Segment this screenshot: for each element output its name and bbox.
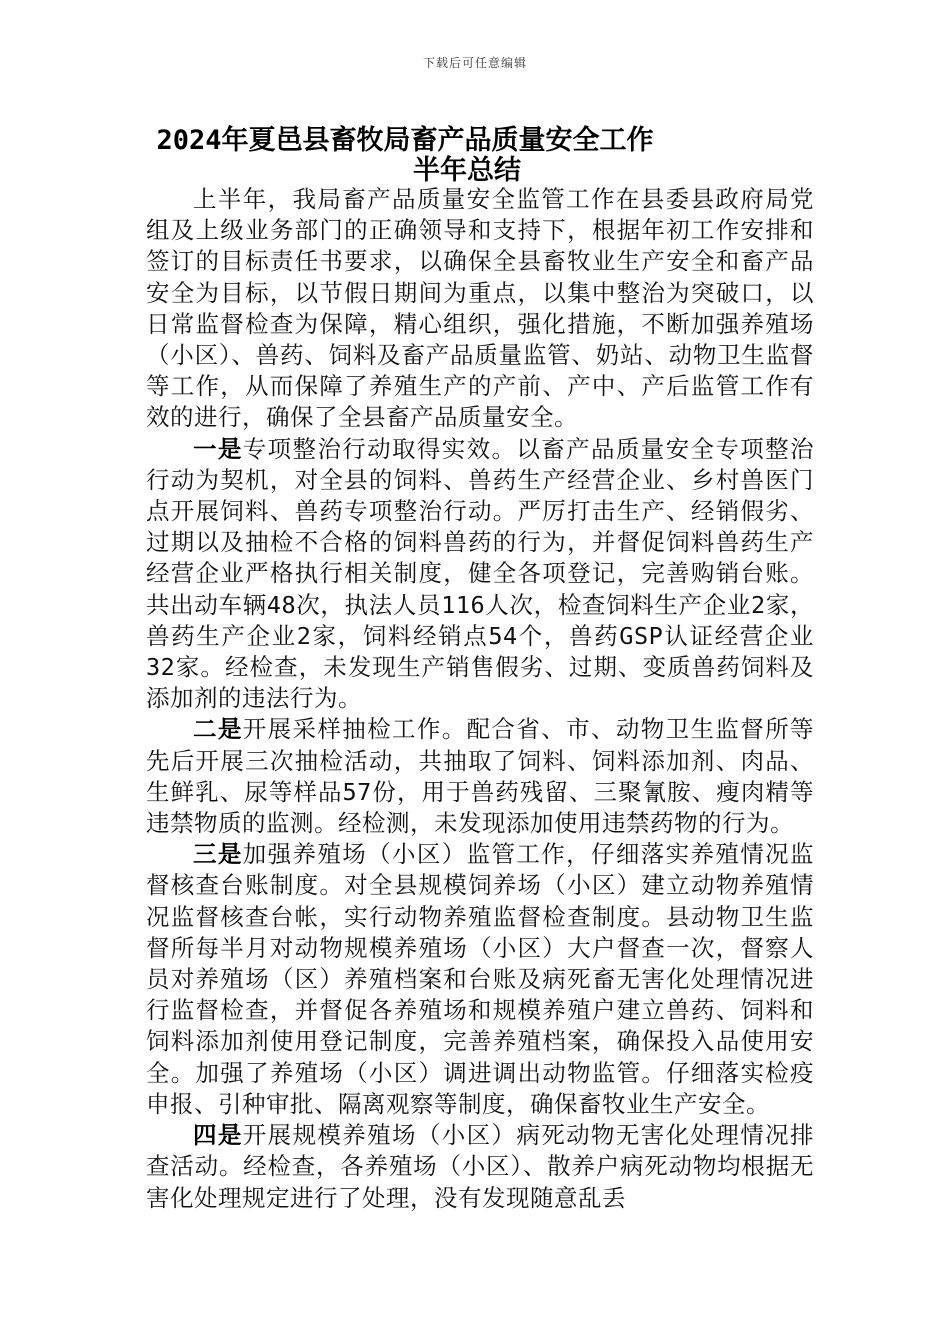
- paragraph-text: 开展规模养殖场（小区）病死动物无害化处理情况排查活动。经检查，各养殖场（小区）、散养户病死动物均根据无害化处理规定进行了处理，没有发现随意乱丢: [146, 1121, 814, 1212]
- paragraph-item-4: [146, 1120, 814, 1214]
- document-title-line-2: 半年总结: [413, 155, 521, 186]
- paragraph-item-3: [146, 839, 814, 1120]
- paragraph-text: 上半年，我局畜产品质量安全监管工作在县委县政府局党组及上级业务部门的正确领导和支持下，根据年初工作安排和签订的目标责任书要求，以确保全县畜牧业生产安全和畜产品安全为目标，以节假日期间为重点，以集中整治为突破口，以日常监督检查为保障，精心组织，强化措施，不断加强养殖场（小区）、兽药、饲料及畜产品质量监管、奶站、动物卫生监督等工作，从而保障了养殖生产的产前、产中、产后监管工作有效的进行，确保了全县畜产品质量安全。: [146, 185, 814, 432]
- paragraph-text: 开展采样抽检工作。配合省、市、动物卫生监督所等先后开展三次抽检活动，共抽取了饲料、饲料添加剂、肉品、生鲜乳、尿等样品57份，用于兽药残留、三聚氰胺、瘦肉精等违禁物质的监测。经检测，未发现添加使用违禁药物的行为。: [146, 715, 814, 838]
- paragraph-text: 加强养殖场（小区）监管工作，仔细落实养殖情况监督核查台账制度。对全县规模饲养场（小区）建立动物养殖情况监督核查台帐，实行动物养殖监督检查制度。县动物卫生监督所每半月对动物规模养殖场（小区）大户督查一次，督察人员对养殖场（区）养殖档案和台账及病死畜无害化处理情况进行监督检查，并督促各养殖场和规模养殖户建立兽药、饲料和饲料添加剂使用登记制度，完善养殖档案，确保投入品使用安全。加强了养殖场（小区）调进调出动物监管。仔细落实检疫申报、引种审批、隔离观察等制度，确保畜牧业生产安全。: [146, 840, 814, 1118]
- paragraph-lead: 二是: [193, 715, 243, 744]
- paragraph-item-1: [146, 434, 814, 715]
- paragraph-lead: 一是: [193, 434, 243, 463]
- paragraph-lead: 三是: [193, 840, 243, 869]
- header-note: 下载后可任意编辑: [422, 56, 527, 70]
- paragraph-intro: [146, 184, 814, 434]
- paragraph-item-2: [146, 714, 814, 839]
- document-body: [146, 184, 814, 1214]
- paragraph-text: 专项整治行动取得实效。以畜产品质量安全专项整治行动为契机，对全县的饲料、兽药生产经营企业、乡村兽医门点开展饲料、兽药专项整治行动。严厉打击生产、经销假劣、过期以及抽检不合格的饲料兽药的行为，并督促饲料兽药生产经营企业严格执行相关制度，健全各项登记，完善购销台账。共出动车辆48次，执法人员116人次，检查饲料生产企业2家，兽药生产企业2家，饲料经销点54个，兽药GSP认证经营企业32家。经检查，未发现生产销售假劣、过期、变质兽药饲料及添加剂的违法行为。: [146, 434, 814, 713]
- paragraph-lead: 四是: [193, 1121, 243, 1150]
- document-title-line-1: 2024年夏邑县畜牧局畜产品质量安全工作: [156, 125, 654, 156]
